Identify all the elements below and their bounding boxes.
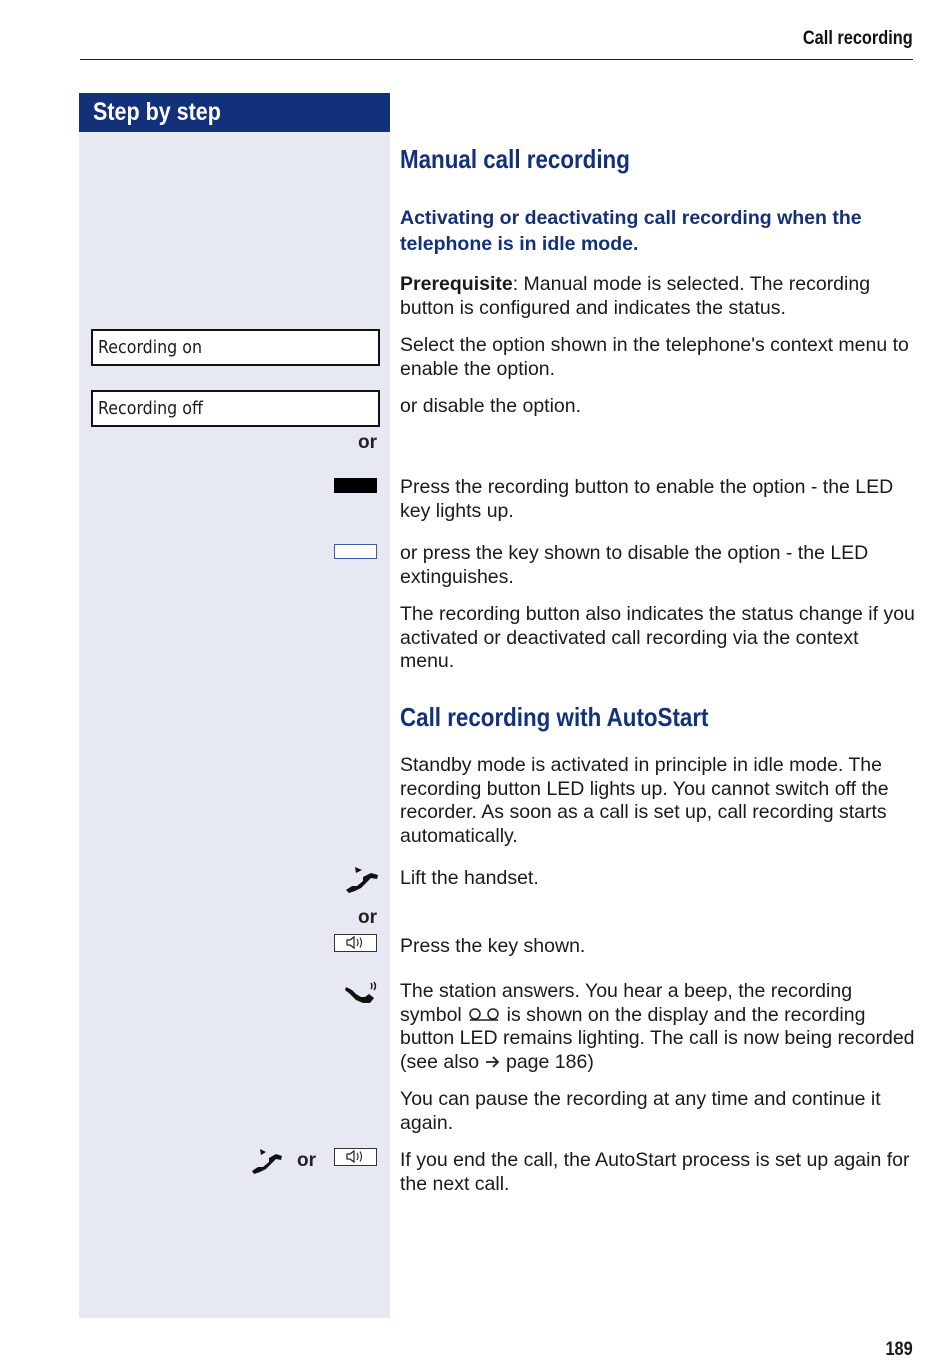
station-answers-icon: [343, 980, 381, 1006]
loudspeaker-key-icon: [334, 934, 377, 952]
instruction-press-disable: or press the key shown to disable the option - the LED extinguishes.: [400, 542, 869, 588]
instruction-disable-option: or disable the option.: [400, 395, 582, 417]
loudspeaker-key-icon: [334, 1148, 377, 1166]
led-key-lit-icon: [334, 478, 377, 493]
or-label: or: [358, 432, 377, 453]
arrow-right-icon: [485, 1055, 501, 1069]
instruction-press-enable: Press the recording button to enable the option - the LED key lights up.: [400, 476, 894, 522]
prerequisite-label: Prerequisite: [400, 273, 513, 295]
end-call-note: If you end the call, the AutoStart process is set up again for the next call.: [400, 1149, 910, 1195]
subheading-idle-mode: Activating or deactivating call recording when the telephone is in idle mode.: [400, 207, 862, 255]
running-header-title: Call recording: [803, 28, 913, 49]
answer-text-part: is shown on the display and the recording button LED remains lighting. The call is now being recorded (see also: [400, 1003, 915, 1073]
instruction-press-key: Press the key shown.: [400, 935, 586, 957]
step-by-step-header: [79, 93, 390, 132]
prerequisite-text: [400, 273, 915, 320]
lift-handset-icon: [249, 1148, 285, 1174]
display-option-label: Recording on: [98, 337, 202, 358]
lift-handset-icon: [343, 866, 381, 894]
or-label: or: [297, 1150, 316, 1171]
page-number: 189: [885, 1339, 913, 1360]
section-title-autostart: Call recording with AutoStart: [400, 702, 709, 732]
answer-text-part: ): [587, 1050, 594, 1073]
station-answers-text: [400, 980, 915, 1074]
recording-symbol-icon: [467, 1008, 501, 1022]
display-option-recording-on[interactable]: [91, 329, 380, 366]
display-option-label: Recording off: [98, 398, 203, 419]
display-option-recording-off[interactable]: [91, 390, 380, 427]
section-title-manual-recording: Manual call recording: [400, 144, 630, 174]
instruction-lift-handset: Lift the handset.: [400, 867, 539, 889]
led-key-unlit-icon: [334, 544, 377, 559]
instruction-select-option: Select the option shown in the telephone's context menu to enable the option.: [400, 334, 909, 380]
page-reference-link[interactable]: page 186: [505, 1050, 588, 1073]
prerequisite-body: : Manual mode is selected. The recording button is configured and indicates the status.: [400, 273, 871, 319]
standby-description: Standby mode is activated in principle in idle mode. The recording button LED lights up. You cannot switch off the recorder. As soon as a call is set up, call recording starts automatically.: [400, 754, 889, 847]
answer-text-part: The station answers. You hear a beep, the recording symbol: [400, 980, 853, 1026]
pause-note: You can pause the recording at any time and continue it again.: [400, 1088, 881, 1134]
or-label: or: [358, 907, 377, 928]
status-change-note: The recording button also indicates the status change if you activated or deactivated call recording via the context menu.: [400, 603, 915, 672]
header-divider: [80, 59, 913, 60]
step-by-step-title: Step by step: [93, 98, 221, 126]
step-by-step-column: [79, 93, 390, 1318]
